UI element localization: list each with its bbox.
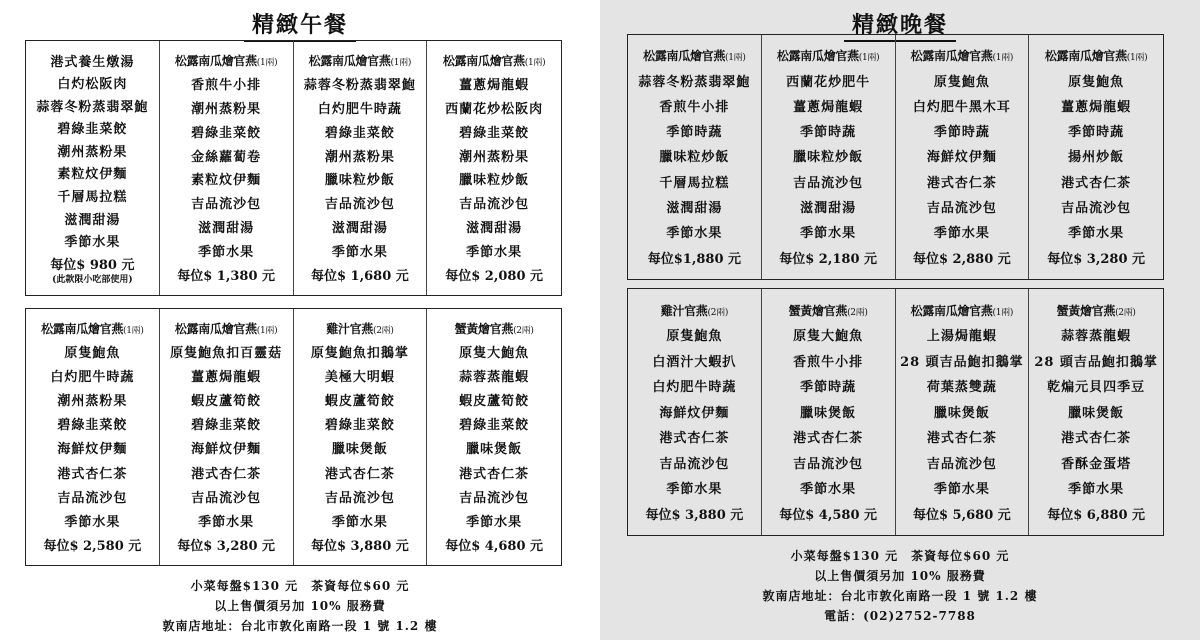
set-title [789, 302, 868, 319]
set-title-name: 松露南瓜燴官燕 [41, 322, 124, 337]
set-menu-box [294, 309, 428, 565]
set-title [175, 52, 277, 69]
dinner-title-text: 精緻晚餐 [844, 8, 956, 42]
menu-item: 潮州蒸粉果 [57, 144, 128, 160]
menu-item: 碧綠韭菜餃 [191, 418, 262, 434]
set-price: 每位$ 3,280 元 [177, 538, 276, 554]
menu-item: 季節時蔬 [800, 125, 857, 141]
menu-item: 季節時蔬 [1068, 125, 1125, 141]
set-title [443, 52, 545, 69]
set-title [309, 52, 411, 69]
menu-item: 季節水果 [666, 226, 723, 242]
menu-item: 碧綠韭菜餃 [324, 418, 395, 434]
menu-item: 港式杏仁茶 [191, 466, 262, 482]
menu-item: 吉品流沙包 [57, 490, 128, 506]
set-menu-box [762, 35, 896, 279]
footer-line: 電話：(02)2752-7788 [824, 609, 976, 623]
menu-item: 潮州蒸粉果 [324, 149, 395, 165]
set-title-qty: (1兩) [524, 57, 546, 68]
set-title-qty: (2兩) [707, 307, 729, 318]
menu-item: 薑蔥焗龍蝦 [793, 99, 864, 115]
menu-item: 港式杏仁茶 [793, 431, 864, 446]
menu-item: 乾煸元貝四季豆 [1047, 380, 1146, 395]
menu-item: 吉品流沙包 [793, 175, 864, 191]
set-title-name: 松露南瓜燴官燕 [174, 53, 257, 68]
set-menu-box [896, 289, 1030, 535]
set-title-qty: (2兩) [513, 326, 534, 337]
menu-item: 季節水果 [666, 482, 723, 497]
menu-item: 季節水果 [1068, 226, 1125, 242]
menu-item: 白酒汁大蝦扒 [652, 354, 737, 370]
menu-item: 蒜蓉蒸龍蝦 [1061, 329, 1132, 344]
menu-item: 薑蔥焗龍蝦 [191, 370, 262, 386]
set-price: 每位$1,880 元 [647, 251, 742, 267]
menu-item: 滋潤甜湯 [198, 221, 255, 237]
menu-item: 港式杏仁茶 [1061, 431, 1132, 446]
menu-item: 原隻鮑魚 [64, 346, 121, 362]
set-price: 每位$ 4,680 元 [445, 538, 544, 554]
lunch-title-text: 精緻午餐 [244, 8, 356, 42]
set-note: (此款限小吃部使用) [52, 275, 133, 286]
set-price: 每位$ 2,580 元 [43, 538, 142, 554]
menu-item: 季節水果 [198, 245, 255, 261]
set-price: 每位$ 5,680 元 [912, 507, 1011, 523]
set-menu-box [160, 309, 294, 565]
menu-item: 蒜蓉冬粉蒸翡翠鮑 [36, 99, 149, 115]
menu-item: 臘味煲飯 [933, 405, 990, 421]
set-price: 每位$ 2,080 元 [445, 269, 544, 285]
menu-item: 吉品流沙包 [659, 456, 730, 472]
menu-item: 吉品流沙包 [324, 197, 395, 213]
set-title [661, 302, 728, 319]
menu-item: 臘味粒炒飯 [459, 173, 530, 189]
menu-item: 白灼肥牛時蔬 [317, 101, 402, 117]
set-price: 每位$ 980 元 [50, 257, 135, 273]
menu-item: 原隻鮑魚 [933, 74, 990, 90]
set-price: 每位$ 1,380 元 [177, 269, 276, 285]
menu-item: 臘味煲飯 [1068, 405, 1125, 421]
menu-item: 臘味煲飯 [800, 405, 857, 421]
footer-line: 敦南店地址：台北市敦化南路一段 1 號 1.2 樓 [762, 589, 1038, 603]
menu-item: 美極大明蝦 [324, 370, 395, 386]
set-price: 每位$ 3,880 元 [310, 538, 409, 554]
set-menu-box [896, 35, 1030, 279]
menu-item: 港式杏仁茶 [659, 431, 730, 446]
menu-item: 港式杏仁茶 [57, 466, 128, 482]
menu-item: 海鮮炆伊麵 [57, 442, 128, 458]
menu-item: 季節水果 [466, 245, 523, 261]
menu-item: 白灼松阪肉 [57, 77, 128, 93]
menu-item: 西蘭花炒松阪肉 [445, 101, 544, 117]
set-title [455, 320, 534, 337]
menu-item: 荷葉蒸雙蔬 [926, 380, 997, 395]
set-price: 每位$ 2,880 元 [912, 251, 1011, 267]
set-menu-box [1029, 35, 1163, 279]
set-title-qty: (1兩) [390, 57, 412, 68]
set-title-qty: (2兩) [1115, 307, 1136, 318]
set-title-name: 松露南瓜燴官燕 [1044, 49, 1127, 64]
dinner-page [600, 0, 1200, 640]
set-title-qty: (1兩) [256, 57, 278, 68]
menu-item: 季節時蔬 [666, 125, 723, 141]
menu-item: 碧綠韭菜餃 [191, 125, 262, 141]
set-title-name: 蟹黃燴官燕 [788, 303, 848, 318]
menu-item: 季節水果 [933, 482, 990, 497]
menu-item: 季節時蔬 [800, 380, 857, 395]
set-title-qty: (1兩) [992, 307, 1014, 318]
set-title-name: 雞汁官燕 [660, 303, 708, 318]
set-title [1045, 47, 1147, 64]
menu-item: 28 頭吉品鮑扣鵝掌 [900, 354, 1024, 370]
menu-item: 28 頭吉品鮑扣鵝掌 [1034, 354, 1158, 370]
menu-item: 千層馬拉糕 [57, 190, 128, 206]
set-title [326, 320, 393, 337]
menu-item: 臘味煲飯 [331, 442, 388, 458]
footer-line: 敦南店地址：台北市敦化南路一段 1 號 1.2 樓 [162, 619, 438, 633]
menu-item: 素粒炆伊麵 [191, 173, 262, 189]
set-title [911, 302, 1013, 319]
menu-item: 港式杏仁茶 [459, 466, 530, 482]
set-price: 每位$ 3,280 元 [1047, 251, 1146, 267]
menu-item: 吉品流沙包 [1061, 201, 1132, 217]
set-title [777, 47, 879, 64]
menu-item: 碧綠韭菜餃 [57, 122, 128, 138]
menu-item: 薑蔥焗龍蝦 [459, 77, 530, 93]
menu-item: 季節水果 [64, 235, 121, 251]
menu-item: 滋潤甜湯 [64, 212, 121, 228]
set-title-name: 松露南瓜燴官燕 [174, 322, 257, 337]
set-title [1057, 302, 1136, 319]
set-menu-box [26, 309, 160, 565]
footer-line: 以上售價須另加 10% 服務費 [814, 569, 986, 583]
dinner-footer [600, 546, 1200, 626]
menu-item: 吉品流沙包 [191, 197, 262, 213]
menu-item: 季節水果 [198, 514, 255, 530]
set-title-name: 松露南瓜燴官燕 [643, 49, 726, 64]
set-title-name: 雞汁官燕 [326, 322, 373, 337]
menu-item: 蒜蓉蒸龍蝦 [459, 370, 530, 386]
menu-item: 西蘭花炒肥牛 [786, 74, 871, 90]
set-title-qty: (1兩) [1126, 53, 1148, 64]
footer-line: 以上售價須另加 10% 服務費 [214, 599, 386, 613]
menu-item: 金絲蘿蔔卷 [191, 149, 262, 165]
set-price: 每位$ 3,880 元 [645, 507, 744, 523]
menu-item: 季節水果 [466, 514, 523, 530]
lunch-bottom-grid [25, 308, 562, 566]
menu-item: 原隻大鮑魚 [459, 346, 530, 362]
menu-item: 白灼肥牛時蔬 [50, 370, 135, 386]
set-menu-box [762, 289, 896, 535]
set-price: 每位$ 4,580 元 [779, 507, 878, 523]
menu-item: 季節水果 [331, 514, 388, 530]
lunch-top-grid [25, 40, 562, 296]
set-menu-box [294, 41, 428, 295]
menu-item: 港式杏仁茶 [926, 175, 997, 191]
set-title-name: 松露南瓜燴官燕 [910, 49, 993, 64]
menu-item: 吉品流沙包 [324, 490, 395, 506]
lunch-footer [0, 576, 600, 636]
menu-item: 蒜蓉冬粉蒸翡翠鮑 [638, 74, 751, 90]
menu-item: 碧綠韭菜餃 [324, 125, 395, 141]
menu-item: 港式杏仁茶 [324, 466, 395, 482]
menu-item: 滋潤甜湯 [466, 221, 523, 237]
menu-item: 吉品流沙包 [459, 490, 530, 506]
footer-line: 小菜每盤$130 元 茶資每位$60 元 [190, 579, 410, 593]
menu-item: 原隻鮑魚扣鵝掌 [310, 346, 409, 362]
set-menu-box [26, 41, 160, 295]
menu-item: 臘味粒炒飯 [793, 150, 864, 166]
menu-item: 滋潤甜湯 [666, 201, 723, 217]
menu-item: 潮州蒸粉果 [191, 101, 262, 117]
menu-item: 臘味粒炒飯 [659, 150, 730, 166]
set-title [643, 47, 745, 64]
menu-item: 季節水果 [933, 226, 990, 242]
menu-item: 原隻鮑魚 [666, 329, 723, 344]
menu-item: 吉品流沙包 [926, 456, 997, 472]
menu-item: 原隻鮑魚扣百靈菇 [170, 346, 283, 362]
set-menu-box [427, 309, 561, 565]
menu-item: 海鮮炆伊麵 [659, 405, 730, 421]
menu-item: 季節水果 [800, 482, 857, 497]
set-menu-box [628, 289, 762, 535]
set-title-name: 松露南瓜燴官燕 [308, 53, 391, 68]
set-price: 每位$ 6,880 元 [1047, 507, 1146, 523]
menu-item: 吉品流沙包 [459, 197, 530, 213]
set-title-qty: (1兩) [725, 53, 746, 64]
set-title-qty: (1兩) [992, 53, 1014, 64]
menu-item: 臘味粒炒飯 [324, 173, 395, 189]
menu-item: 白灼肥牛時蔬 [652, 380, 737, 395]
menu-item: 薑蔥焗龍蝦 [1061, 99, 1132, 115]
menu-item: 季節時蔬 [933, 125, 990, 141]
menu-item: 蝦皮蘆筍餃 [191, 394, 262, 410]
menu-item: 吉品流沙包 [926, 201, 997, 217]
set-title-qty: (2兩) [373, 326, 394, 337]
menu-item: 滋潤甜湯 [800, 201, 857, 217]
menu-item: 原隻鮑魚 [1068, 74, 1125, 90]
menu-item: 蒜蓉冬粉蒸翡翠鮑 [303, 77, 416, 93]
set-title-name: 蟹黃燴官燕 [1056, 303, 1116, 318]
set-title-qty: (1兩) [858, 53, 880, 64]
menu-item: 香酥金蛋塔 [1061, 456, 1132, 472]
set-title-qty: (2兩) [847, 307, 868, 318]
menu-item: 香煎牛小排 [659, 99, 730, 115]
menu-item: 季節水果 [331, 245, 388, 261]
set-title-name: 蟹黃燴官燕 [454, 322, 514, 337]
set-menu-box [1029, 289, 1163, 535]
menu-item: 潮州蒸粉果 [459, 149, 530, 165]
menu-item: 素粒炆伊麵 [57, 167, 128, 183]
menu-item: 碧綠韭菜餃 [459, 125, 530, 141]
menu-item: 海鮮炆伊麵 [191, 442, 262, 458]
set-title-name: 松露南瓜燴官燕 [442, 53, 525, 68]
menu-item: 季節水果 [1068, 482, 1125, 497]
set-title [175, 320, 277, 337]
set-title-name: 松露南瓜燴官燕 [776, 49, 859, 64]
menu-item: 香煎牛小排 [191, 77, 262, 93]
menu-item: 原隻大鮑魚 [793, 329, 864, 344]
menu-item: 香煎牛小排 [793, 354, 864, 370]
menu-item: 碧綠韭菜餃 [459, 418, 530, 434]
menu-item: 海鮮炆伊麵 [926, 150, 997, 166]
menu-item: 上湯焗龍蝦 [926, 329, 997, 344]
menu-item: 碧綠韭菜餃 [57, 418, 128, 434]
set-title-qty: (1兩) [123, 326, 144, 337]
menu-item: 白灼肥牛黑木耳 [912, 99, 1011, 115]
menu-item: 千層馬拉糕 [659, 175, 730, 191]
menu-item: 蝦皮蘆筍餃 [324, 394, 395, 410]
menu-item: 潮州蒸粉果 [57, 394, 128, 410]
dinner-top-grid [627, 34, 1164, 280]
set-price: 每位$ 2,180 元 [779, 251, 878, 267]
set-title-qty: (1兩) [256, 326, 278, 337]
footer-line: 小菜每盤$130 元 茶資每位$60 元 [790, 549, 1010, 563]
set-menu-box [160, 41, 294, 295]
menu-item: 吉品流沙包 [191, 490, 262, 506]
menu-item: 季節水果 [64, 514, 121, 530]
set-title [41, 320, 143, 337]
set-menu-box [628, 35, 762, 279]
lunch-title [0, 8, 600, 42]
menu-item: 吉品流沙包 [793, 456, 864, 472]
menu-item: 臘味煲飯 [466, 442, 523, 458]
menu-item: 季節水果 [800, 226, 857, 242]
menu-item: 揚州炒飯 [1068, 150, 1125, 166]
menu-item: 滋潤甜湯 [331, 221, 388, 237]
dinner-bottom-grid [627, 288, 1164, 536]
set-title-name: 松露南瓜燴官燕 [910, 303, 993, 318]
menu-item: 港式杏仁茶 [1061, 175, 1132, 191]
set-price: 每位$ 1,680 元 [310, 269, 409, 285]
set-title [911, 47, 1013, 64]
set-menu-box [427, 41, 561, 295]
menu-item: 港式杏仁茶 [926, 431, 997, 446]
menu-item: 港式養生燉湯 [50, 54, 135, 70]
menu-item: 蝦皮蘆筍餃 [459, 394, 530, 410]
